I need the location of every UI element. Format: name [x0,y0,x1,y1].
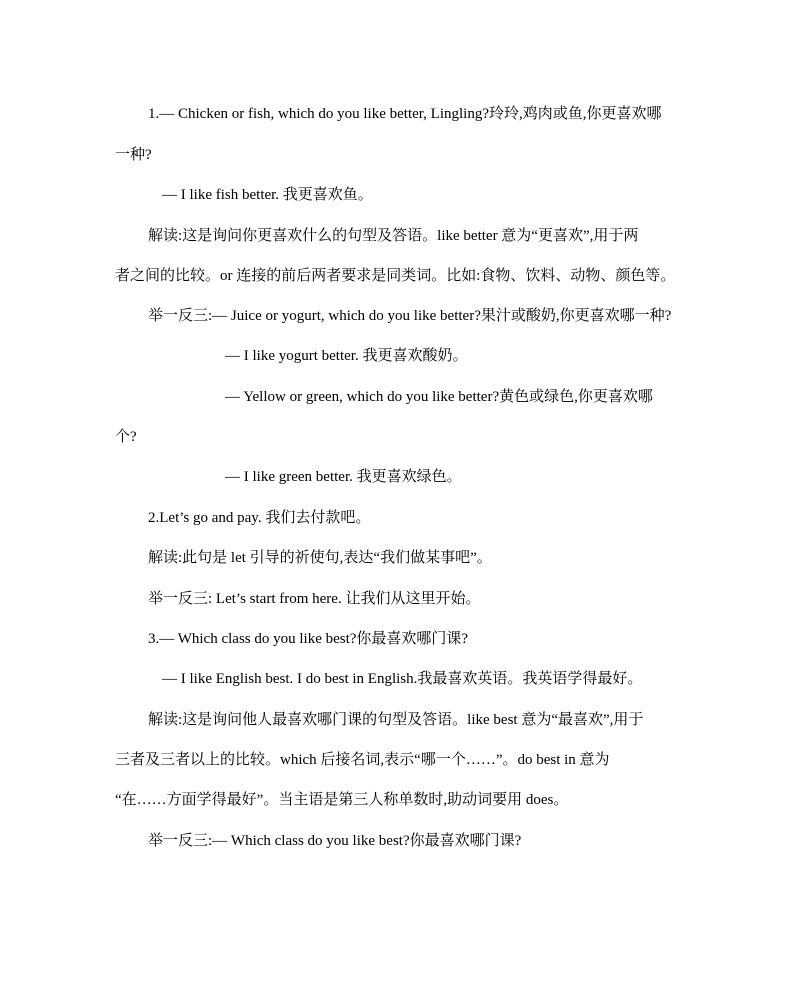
text-line: — I like English best. I do best in English.我最喜欢英语。我英语学得最好。 [162,671,643,687]
text-line: “在……方面学得最好”。当主语是第三人称单数时,助动词要用 does。 [115,792,569,808]
text-line: 一种? [115,147,152,163]
text-line: 1.— Chicken or fish, which do you like better, Lingling?玲玲,鸡肉或鱼,你更喜欢哪 [148,106,662,122]
text-line: 举一反三: Let’s start from here. 让我们从这里开始。 [148,591,481,607]
text-line: — I like green better. 我更喜欢绿色。 [225,469,462,485]
text-line: 个? [115,429,137,445]
text-line: — I like yogurt better. 我更喜欢酸奶。 [225,348,468,364]
text-line: 举一反三:— Juice or yogurt, which do you like better?果汁或酸奶,你更喜欢哪一种? [148,308,672,324]
text-line: 举一反三:— Which class do you like best?你最喜欢哪门课? [148,833,522,849]
text-line: 者之间的比较。or 连接的前后两者要求是同类词。比如:食物、饮料、动物、颜色等。 [115,268,676,284]
text-line: 解读:此句是 let 引导的祈使句,表达“我们做某事吧”。 [148,550,492,566]
text-line: 解读:这是询问他人最喜欢哪门课的句型及答语。like best 意为“最喜欢”,用于 [148,712,644,728]
text-line: 三者及三者以上的比较。which 后接名词,表示“哪一个……”。do best in 意为 [115,752,610,768]
text-line: 3.— Which class do you like best?你最喜欢哪门课? [148,631,469,647]
text-line: 解读:这是询问你更喜欢什么的句型及答语。like better 意为“更喜欢”,用于两 [148,228,639,244]
text-line: — I like fish better. 我更喜欢鱼。 [162,187,373,203]
text-line: 2.Let’s go and pay. 我们去付款吧。 [148,510,371,526]
text-line: — Yellow or green, which do you like better?黄色或绿色,你更喜欢哪 [225,389,653,405]
